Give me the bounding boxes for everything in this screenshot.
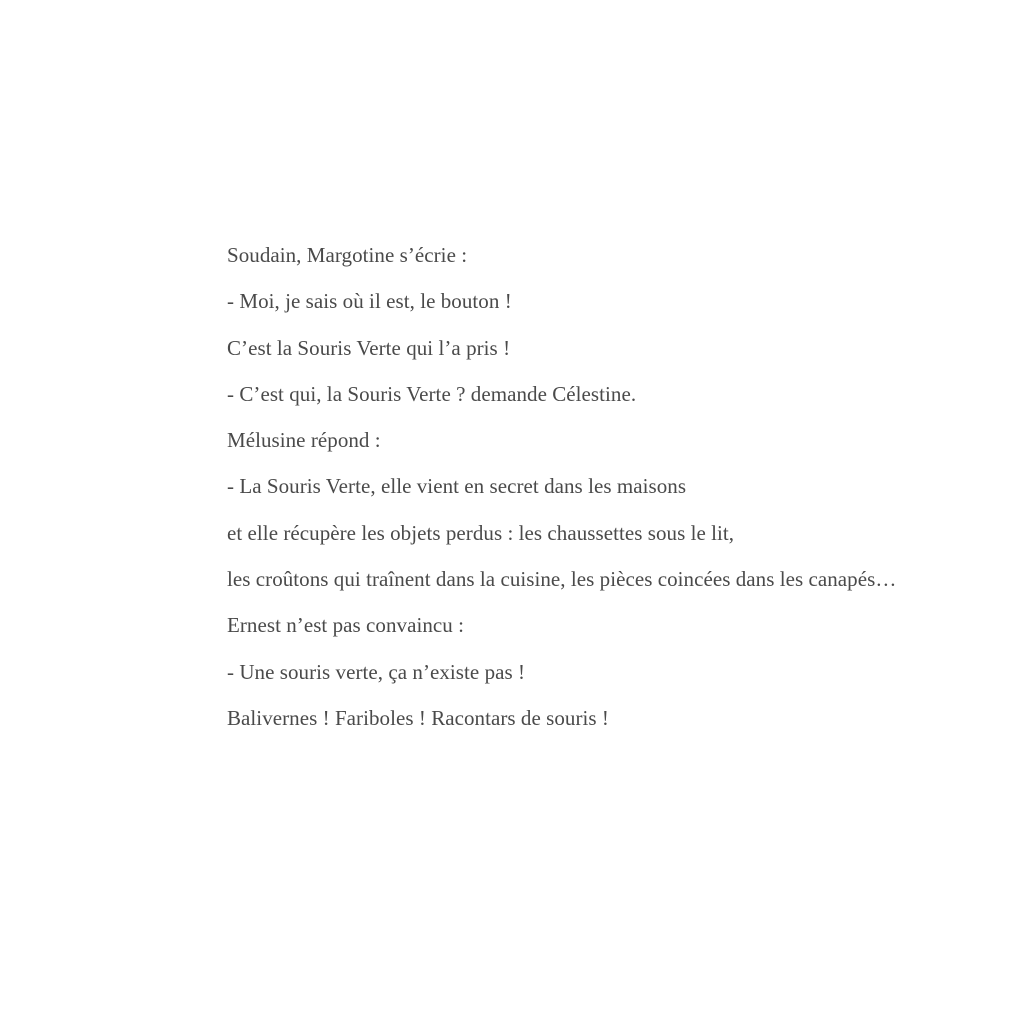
- story-line-4: [227, 377, 987, 423]
- story-line-10: [227, 655, 987, 701]
- story-line-8: [227, 562, 987, 608]
- story-line-5: [227, 423, 987, 469]
- story-line-9-text: Ernest n’est pas convaincu :: [227, 613, 464, 638]
- story-line-5-text: Mélusine répond :: [227, 428, 381, 453]
- story-line-6-text: - La Souris Verte, elle vient en secret dans les maisons: [227, 474, 687, 499]
- story-line-3-text: C’est la Souris Verte qui l’a pris !: [227, 335, 511, 360]
- story-line-7-text: et elle récupère les objets perdus : les chaussettes sous le lit,: [227, 520, 735, 545]
- story-line-1: [227, 238, 987, 284]
- story-line-6: [227, 469, 987, 515]
- story-line-10-text: - Une souris verte, ça n’existe pas !: [227, 659, 526, 684]
- story-line-9: [227, 608, 987, 654]
- story-line-11: [227, 701, 987, 747]
- story-line-7: [227, 516, 987, 562]
- story-line-4-text: - C’est qui, la Souris Verte ? demande Célestine.: [227, 381, 637, 406]
- story-text: [227, 238, 987, 747]
- story-line-2-text: - Moi, je sais où il est, le bouton !: [227, 289, 512, 314]
- story-line-1-text: Soudain, Margotine s’écrie :: [227, 243, 468, 267]
- story-line-8-text: les croûtons qui traînent dans la cuisine, les pièces coincées dans les canapés…: [227, 567, 897, 592]
- story-line-3: [227, 331, 987, 377]
- story-line-11-text: Balivernes ! Fariboles ! Racontars de souris !: [227, 705, 609, 730]
- story-line-2: [227, 284, 987, 330]
